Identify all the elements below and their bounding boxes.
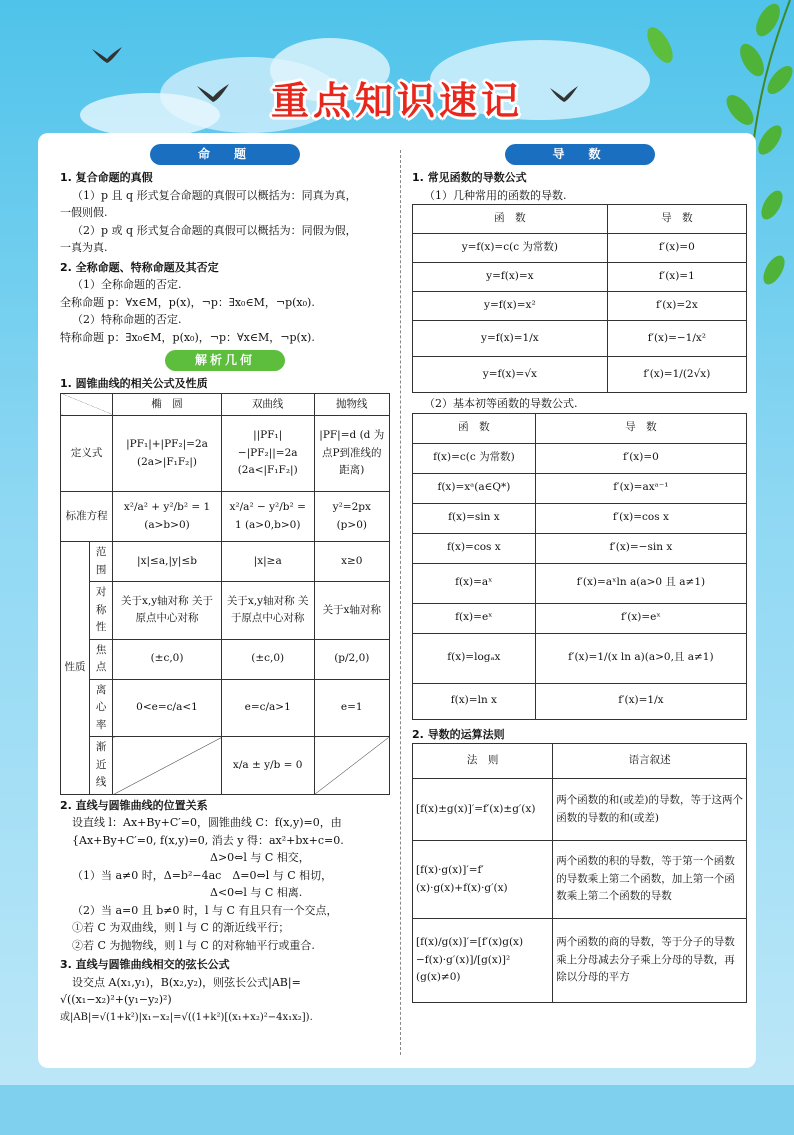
heading: 3. 直线与圆锥曲线相交的弦长公式 bbox=[60, 958, 230, 971]
text-line: （2）特称命题的否定. bbox=[72, 313, 182, 326]
row-label: 渐近线 bbox=[90, 737, 113, 795]
heading: 2. 导数的运算法则 bbox=[412, 727, 505, 741]
table-cell: f′(x)=1/x bbox=[535, 683, 746, 719]
table-cell: f(x)=logₐx bbox=[413, 633, 536, 683]
table-row bbox=[413, 473, 747, 503]
table-header: 双曲线 bbox=[221, 393, 314, 416]
table-cell: x≥0 bbox=[314, 542, 389, 582]
text-line: Δ<0⇔l 与 C 相离. bbox=[210, 886, 303, 899]
table-cell: f′(x)=−sin x bbox=[535, 533, 746, 563]
table-cell: f′(x)=0 bbox=[535, 443, 746, 473]
section-title-derivative: 导 数 bbox=[505, 144, 655, 165]
table-row bbox=[413, 633, 747, 683]
table-cell: f(x)=aˣ bbox=[413, 563, 536, 603]
table-row bbox=[61, 542, 390, 582]
table-cell: (±c,0) bbox=[113, 639, 222, 679]
heading: 1. 圆锥曲线的相关公式及性质 bbox=[60, 377, 208, 390]
text-line: ①若 C 为双曲线，则 l 与 C 的渐近线平行； bbox=[72, 921, 290, 934]
table-header: 抛物线 bbox=[314, 393, 389, 416]
table-cell: f(x)=ln x bbox=[413, 683, 536, 719]
table-cell: e=1 bbox=[314, 679, 389, 737]
heading: 2. 全称命题、特称命题及其否定 bbox=[60, 260, 219, 274]
table-row bbox=[61, 492, 390, 542]
table-cell: y=f(x)=√x bbox=[413, 357, 608, 393]
elementary-derivative-table bbox=[412, 413, 747, 720]
text-line bbox=[60, 867, 390, 885]
text-line: （2）基本初等函数的导数公式. bbox=[424, 397, 578, 410]
table-row bbox=[61, 582, 390, 640]
table-cell: (±c,0) bbox=[221, 639, 314, 679]
text-fragment: （1）当 a≠0 时，Δ=b²−4ac bbox=[72, 868, 222, 882]
table-cell: y²=2px (p>0) bbox=[314, 492, 389, 542]
text-line: √((x₁−x₂)²+(y₁−y₂)²) bbox=[60, 993, 172, 1006]
section-title-proposition: 命 题 bbox=[150, 144, 300, 165]
table-cell: x/a ± y/b = 0 bbox=[221, 737, 314, 795]
bird-icon bbox=[90, 45, 124, 65]
table-header: 函 数 bbox=[413, 205, 608, 234]
table-cell: |x|≥a bbox=[221, 542, 314, 582]
table-row bbox=[413, 603, 747, 633]
table-header: 导 数 bbox=[535, 413, 746, 443]
table-cell: y=f(x)=x² bbox=[413, 292, 608, 321]
table-row bbox=[413, 683, 747, 719]
text-line: （1）p 且 q 形式复合命题的真假可以概括为：同真为真， bbox=[72, 188, 357, 202]
table-cell: f′(x)=aˣln a(a>0 且 a≠1) bbox=[535, 563, 746, 603]
table-row bbox=[61, 639, 390, 679]
table-row bbox=[413, 919, 747, 1003]
table-row bbox=[413, 205, 747, 234]
text-line: 设交点 A(x₁,y₁)，B(x₂,y₂)，则弦长公式|AB|= bbox=[72, 975, 301, 989]
common-derivative-table bbox=[412, 204, 747, 393]
table-cell: f′(x)=cos x bbox=[535, 503, 746, 533]
derivative-rules-table bbox=[412, 743, 747, 1003]
text-line: 一真为真. bbox=[60, 241, 108, 254]
table-row bbox=[413, 443, 747, 473]
text-line: {Ax+By+C′=0, f(x,y)=0, 消去 y 得：ax²+bx+c=0. bbox=[72, 833, 344, 847]
row-label: 焦点 bbox=[90, 639, 113, 679]
text-line: ②若 C 为抛物线，则 l 与 C 的对称轴平行或重合. bbox=[72, 938, 315, 952]
row-label: 标准方程 bbox=[61, 492, 113, 542]
table-row bbox=[61, 679, 390, 737]
table-cell: f′(x)=−1/x² bbox=[607, 321, 746, 357]
table-cell: (p/2,0) bbox=[314, 639, 389, 679]
table-cell: 两个函数的和(或差)的导数，等于这两个函数的导数的和(或差) bbox=[553, 779, 747, 841]
text-line: Δ>0⇔l 与 C 相交， bbox=[210, 851, 310, 864]
table-row bbox=[413, 263, 747, 292]
table-cell: f′(x)=axᵃ⁻¹ bbox=[535, 473, 746, 503]
table-cell: f′(x)=eˣ bbox=[535, 603, 746, 633]
table-row bbox=[61, 416, 390, 492]
table-row bbox=[61, 737, 390, 795]
table-cell: f(x)=xᵃ(a∈Q*) bbox=[413, 473, 536, 503]
table-cell: f′(x)=2x bbox=[607, 292, 746, 321]
table-cell: f′(x)=0 bbox=[607, 234, 746, 263]
page-title: 重点知识速记 bbox=[270, 79, 523, 123]
text-line: （1）全称命题的否定. bbox=[72, 278, 182, 291]
table-cell bbox=[314, 737, 389, 795]
table-cell: 0<e=c/a<1 bbox=[113, 679, 222, 737]
table-row bbox=[413, 234, 747, 263]
table-header: 导 数 bbox=[607, 205, 746, 234]
table-cell: x²/a² − y²/b² = 1 (a>0,b>0) bbox=[221, 492, 314, 542]
table-row bbox=[413, 357, 747, 393]
table-header: 椭 圆 bbox=[113, 393, 222, 416]
text-line: 一假则假. bbox=[60, 206, 108, 219]
table-cell: y=f(x)=c(c 为常数) bbox=[413, 234, 608, 263]
table-cell: y=f(x)=1/x bbox=[413, 321, 608, 357]
table-cell: |x|≤a,|y|≤b bbox=[113, 542, 222, 582]
left-column bbox=[60, 144, 390, 1026]
heading: 1. 常见函数的导数公式 bbox=[412, 171, 527, 184]
table-row bbox=[413, 292, 747, 321]
table-cell: [f(x)/g(x)]′=[f′(x)g(x)−f(x)·g′(x)]/[g(x)]² (g(x)≠0) bbox=[413, 919, 553, 1003]
table-row bbox=[413, 841, 747, 919]
column-divider bbox=[400, 150, 401, 1055]
table-cell: e=c/a>1 bbox=[221, 679, 314, 737]
table-cell: ||PF₁|−|PF₂||=2a (2a<|F₁F₂|) bbox=[221, 416, 314, 492]
table-cell: f(x)=eˣ bbox=[413, 603, 536, 633]
table-cell: |PF₁|+|PF₂|=2a (2a>|F₁F₂|) bbox=[113, 416, 222, 492]
table-row bbox=[413, 744, 747, 779]
row-label: 性质 bbox=[61, 542, 90, 795]
table-cell: [f(x)±g(x)]′=f′(x)±g′(x) bbox=[413, 779, 553, 841]
table-header: 语言叙述 bbox=[553, 744, 747, 779]
table-header: 法 则 bbox=[413, 744, 553, 779]
text-line: 全称命题 p：∀x∈M，p(x)，¬p：∃x₀∈M，¬p(x₀). bbox=[60, 295, 315, 309]
table-header: 函 数 bbox=[413, 413, 536, 443]
leaf-icon bbox=[640, 20, 680, 70]
table-cell: f(x)=cos x bbox=[413, 533, 536, 563]
table-row bbox=[413, 503, 747, 533]
table-cell bbox=[113, 737, 222, 795]
section-title-analytic-geometry: 解析几何 bbox=[165, 350, 285, 371]
table-row bbox=[413, 533, 747, 563]
table-cell: 两个函数的商的导数，等于分子的导数乘上分母减去分子乘上分母的导数，再除以分母的平方 bbox=[553, 919, 747, 1003]
text-line: 设直线 l：Ax+By+C′=0，圆锥曲线 C：f(x,y)=0，由 bbox=[72, 816, 342, 829]
row-label: 定义式 bbox=[61, 416, 113, 492]
table-cell: f′(x)=1/(2√x) bbox=[607, 357, 746, 393]
table-row bbox=[413, 563, 747, 603]
table-row bbox=[61, 393, 390, 416]
table-cell: f(x)=c(c 为常数) bbox=[413, 443, 536, 473]
text-fragment: Δ=0⇔l 与 C 相切， bbox=[232, 868, 333, 882]
conic-table bbox=[60, 393, 390, 795]
table-cell: f(x)=sin x bbox=[413, 503, 536, 533]
table-cell: x²/a² + y²/b² = 1 (a>b>0) bbox=[113, 492, 222, 542]
table-row bbox=[413, 321, 747, 357]
right-column bbox=[412, 144, 747, 1003]
text-line: （2）当 a=0 且 b≠0 时，l 与 C 有且只有一个交点， bbox=[72, 903, 338, 917]
text-line: （2）p 或 q 形式复合命题的真假可以概括为：同假为假， bbox=[72, 223, 357, 237]
corner-cell bbox=[61, 393, 113, 416]
table-row bbox=[413, 413, 747, 443]
text-line: （1）几种常用的函数的导数. bbox=[424, 188, 567, 202]
table-cell: f′(x)=1/(x ln a)(a>0,且 a≠1) bbox=[535, 633, 746, 683]
bottom-band bbox=[0, 1085, 794, 1135]
heading: 1. 复合命题的真假 bbox=[60, 171, 153, 184]
table-cell: 两个函数的积的导数，等于第一个函数的导数乘上第二个函数，加上第一个函数乘上第二个函数的导数 bbox=[553, 841, 747, 919]
row-label: 对称性 bbox=[90, 582, 113, 640]
table-cell: 关于x,y轴对称 关于原点中心对称 bbox=[113, 582, 222, 640]
table-cell: [f(x)·g(x)]′=f′(x)·g(x)+f(x)·g′(x) bbox=[413, 841, 553, 919]
row-label: 离心率 bbox=[90, 679, 113, 737]
text-line: 特称命题 p：∃x₀∈M，p(x₀)，¬p：∀x∈M，¬p(x). bbox=[60, 330, 315, 344]
table-cell: 关于x,y轴对称 关于原点中心对称 bbox=[221, 582, 314, 640]
table-row bbox=[413, 779, 747, 841]
text-line: 或|AB|=√(1+k²)|x₁−x₂|=√((1+k²)[(x₁+x₂)²−4x₁x₂]). bbox=[60, 1011, 313, 1023]
table-cell: y=f(x)=x bbox=[413, 263, 608, 292]
row-label: 范围 bbox=[90, 542, 113, 582]
table-cell: |PF|=d (d 为点P到准线的距离) bbox=[314, 416, 389, 492]
table-cell: f′(x)=1 bbox=[607, 263, 746, 292]
heading: 2. 直线与圆锥曲线的位置关系 bbox=[60, 798, 208, 812]
table-cell: 关于x轴对称 bbox=[314, 582, 389, 640]
